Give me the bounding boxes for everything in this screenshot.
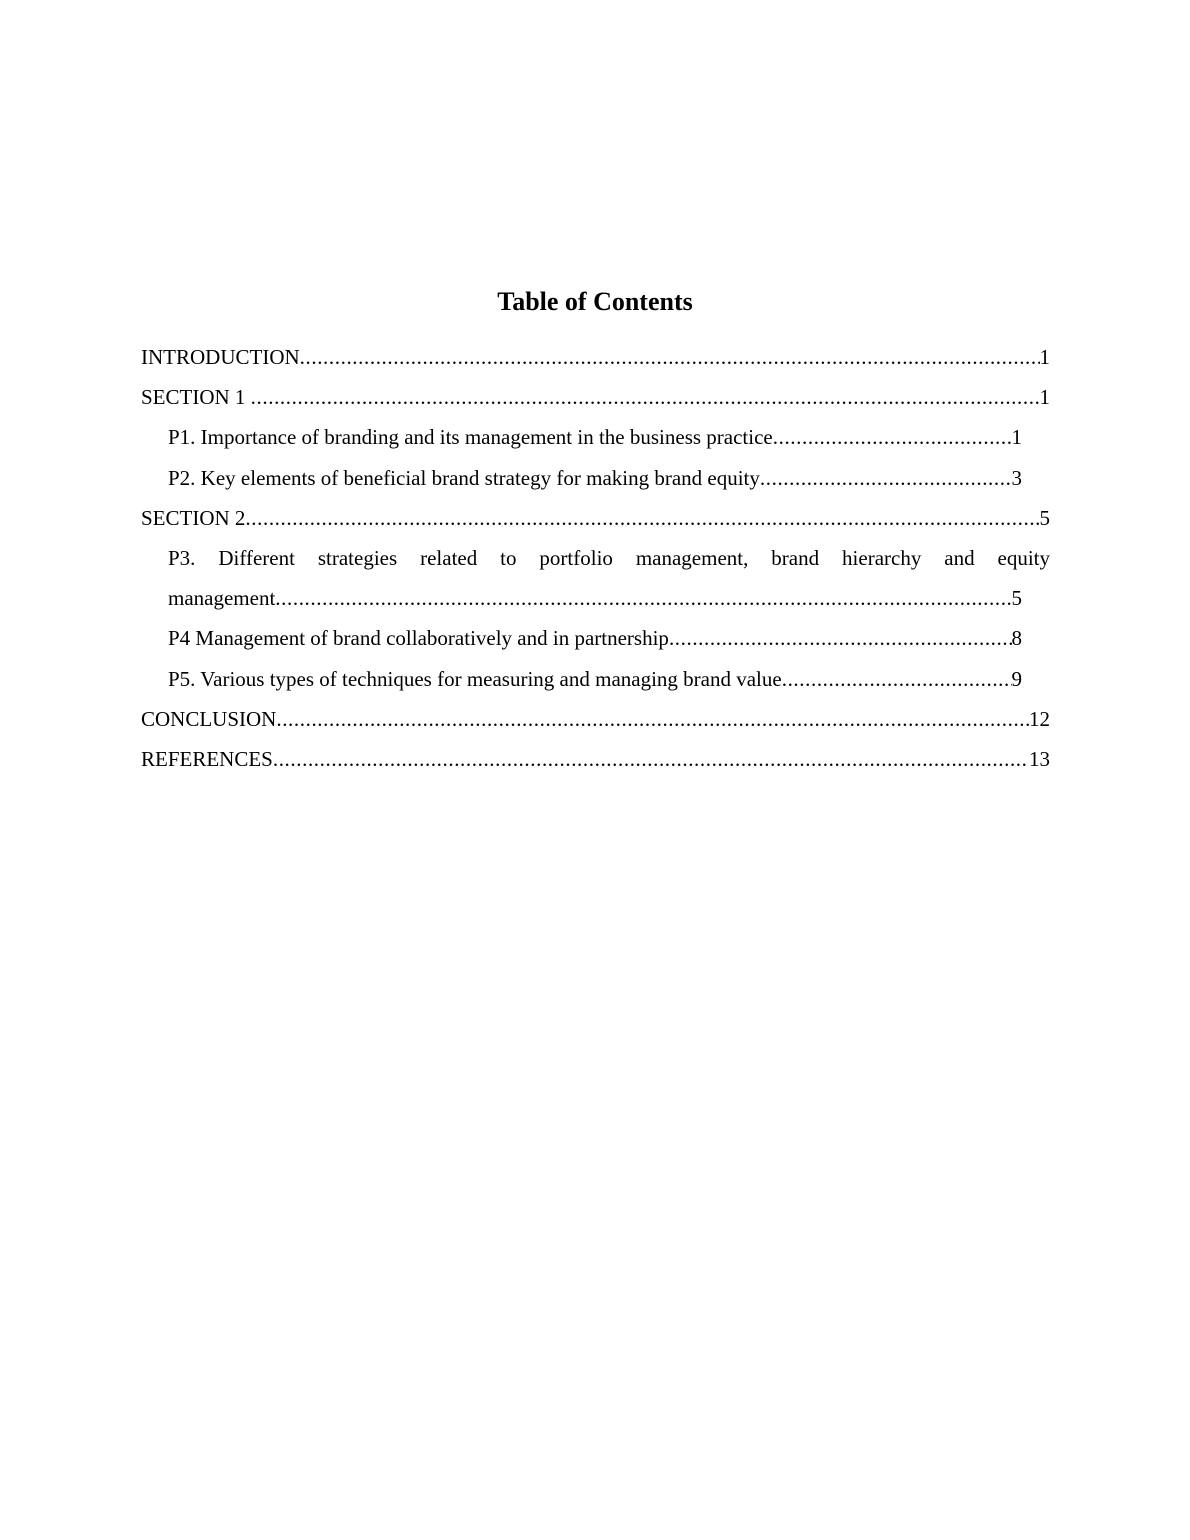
toc-page-number: 1 (1011, 425, 1022, 450)
toc-page-number: 12 (1029, 706, 1050, 731)
toc-dot-leader (275, 578, 1011, 618)
toc-dot-leader (273, 739, 1029, 779)
toc-dot-leader (251, 377, 1040, 417)
toc-dot-leader (669, 618, 1012, 658)
toc-entry-p5[interactable] (141, 659, 1050, 699)
toc-entry-label: SECTION 1 (141, 385, 251, 410)
toc-dot-leader (760, 458, 1012, 498)
toc-entry-p2[interactable] (141, 458, 1050, 498)
toc-page-number: 5 (1011, 586, 1022, 611)
toc-page-number: 9 (1011, 666, 1022, 691)
toc-entry-label: REFERENCES (141, 746, 273, 771)
toc-entry-introduction[interactable] (141, 337, 1050, 377)
toc-page-number: 8 (1011, 626, 1022, 651)
toc-entry-label: P3. Different strategies related to portfolio management, brand hierarchy and equity (168, 545, 1050, 570)
toc-entry-label-continued: management (168, 586, 276, 611)
toc-page-number: 3 (1011, 465, 1022, 490)
toc-entry-label: INTRODUCTION (141, 345, 300, 369)
toc-entry-label: P2. Key elements of beneficial brand strategy for making brand equity (168, 465, 760, 490)
toc-page-number: 13 (1029, 746, 1050, 771)
table-of-contents (141, 337, 1050, 779)
toc-page-number: 1 (1039, 345, 1050, 369)
toc-entry-references[interactable] (141, 739, 1050, 779)
toc-entry-p3-line-1[interactable] (141, 538, 1050, 578)
toc-title: Table of Contents (497, 287, 693, 316)
toc-entry-section-1[interactable] (141, 377, 1050, 417)
toc-dot-leader (276, 699, 1029, 739)
toc-entry-section-2[interactable] (141, 498, 1050, 538)
toc-entry-label: P5. Various types of techniques for measuring and managing brand value (168, 666, 782, 691)
toc-dot-leader (782, 659, 1012, 699)
toc-dot-leader (245, 498, 1039, 538)
toc-entry-p3-line-2[interactable] (141, 578, 1050, 618)
toc-dot-leader (300, 337, 1040, 377)
toc-dot-leader (773, 417, 1012, 457)
toc-entry-label: P4 Management of brand collaboratively and in partnership (168, 626, 669, 651)
toc-entry-label: P1. Importance of branding and its management in the business practice (168, 425, 773, 450)
toc-entry-p4[interactable] (141, 618, 1050, 658)
toc-entry-conclusion[interactable] (141, 699, 1050, 739)
toc-page-number: 1 (1039, 385, 1050, 410)
toc-page-number: 5 (1039, 505, 1050, 530)
toc-entry-label: SECTION 2 (141, 505, 246, 530)
toc-entry-p1[interactable] (141, 417, 1050, 457)
toc-entry-label: CONCLUSION (141, 706, 277, 731)
